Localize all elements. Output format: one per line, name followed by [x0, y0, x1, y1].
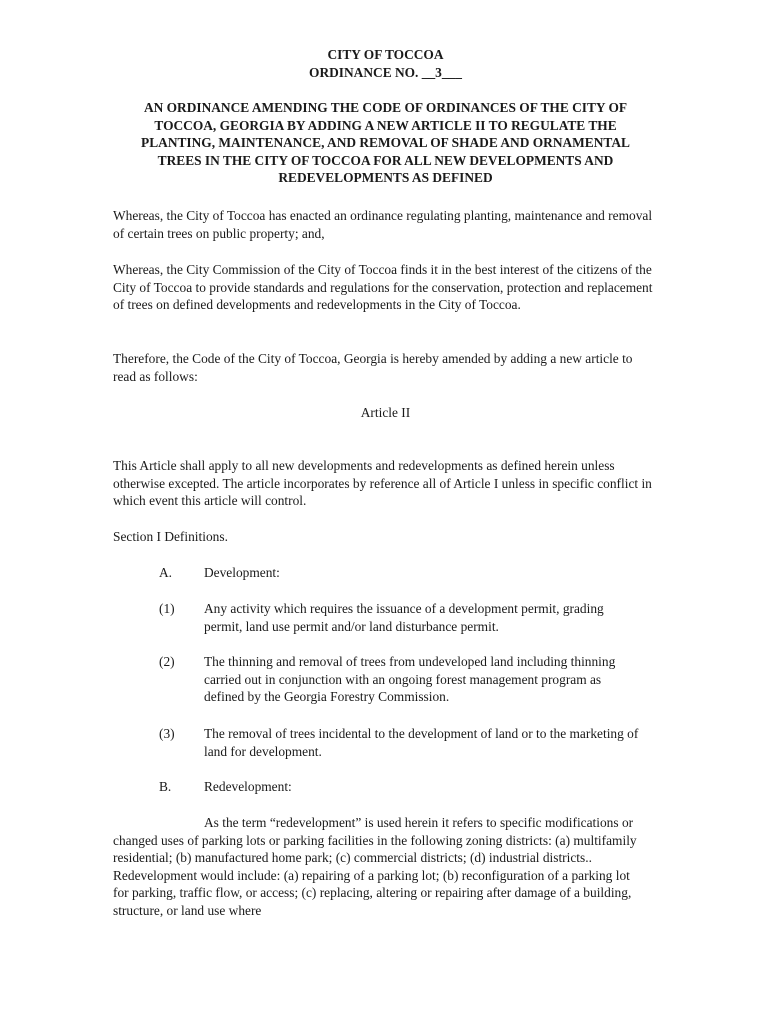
redevelopment-paragraph: As the term “redevelopment” is used herein it refers to specific modifications or changed uses of parking lots or parking facilities in the following zoning districts: (a) multifamily residential; (b) manufactured home park; (c) commercial districts; (d) industrial districts.. Redevelopment would include: (a) repairing of a parking lot; (b) reconfiguration of a parking lot for parking, traffic flow, or access; (c) replacing, altering or repairing after damage of a building, structure, or land use where — [113, 815, 637, 918]
list-item-text: Any activity which requires the issuance of a development permit, grading permit, land use permit and/or land disturbance permit. — [204, 601, 604, 634]
article-title: Article II — [360, 405, 411, 420]
definition-b-label: B. — [159, 779, 172, 794]
definition-b-term: Redevelopment: — [204, 779, 292, 794]
whereas-paragraph-2: Whereas, the City Commission of the City of Toccoa finds it in the best interest of the citizens of the City of Toccoa to provide standards and regulations for the conservation, protection and replacement of trees on defined developments and redevelopments in the City of Toccoa. — [113, 262, 653, 313]
list-item-label: (2) — [159, 654, 175, 669]
definition-a-term: Development: — [204, 565, 280, 580]
list-item-label: (1) — [159, 601, 175, 616]
article-intro-paragraph: This Article shall apply to all new developments and redevelopments as defined herein unless otherwise excepted. The article incorporates by reference all of Article I unless in specific conflict in which event this article will control. — [113, 458, 652, 509]
whereas-paragraph-1: Whereas, the City of Toccoa has enacted an ordinance regulating planting, maintenance and removal of certain trees on public property; and, — [113, 208, 653, 241]
ordinance-title: AN ORDINANCE AMENDING THE CODE OF ORDINANCES OF THE CITY OF TOCCOA, GEORGIA BY ADDING A NEW ARTICLE II TO REGULATE THE PLANTING, MAINTENANCE, AND REMOVAL OF SHADE AND ORNAMENTAL TREES IN THE CITY OF TOCCOA FOR ALL NEW DEVELOPMENTS AND REDEVELOPMENTS AS DEFINED — [141, 100, 630, 186]
list-item-text: The removal of trees incidental to the development of land or to the marketing of land for development. — [204, 726, 639, 759]
therefore-paragraph: Therefore, the Code of the City of Toccoa, Georgia is hereby amended by adding a new article to read as follows: — [113, 351, 633, 384]
header-city: CITY OF TOCCOA — [327, 47, 444, 62]
definition-a-label: A. — [159, 565, 173, 580]
list-item-text: The thinning and removal of trees from undeveloped land including thinning carried out in conjunction with an ongoing forest management program as defined by the Georgia Forestry Commission. — [204, 654, 616, 705]
list-item-label: (3) — [159, 726, 175, 741]
ordinance-number: ORDINANCE NO. __3___ — [309, 65, 462, 80]
section-heading: Section I Definitions. — [113, 529, 228, 544]
